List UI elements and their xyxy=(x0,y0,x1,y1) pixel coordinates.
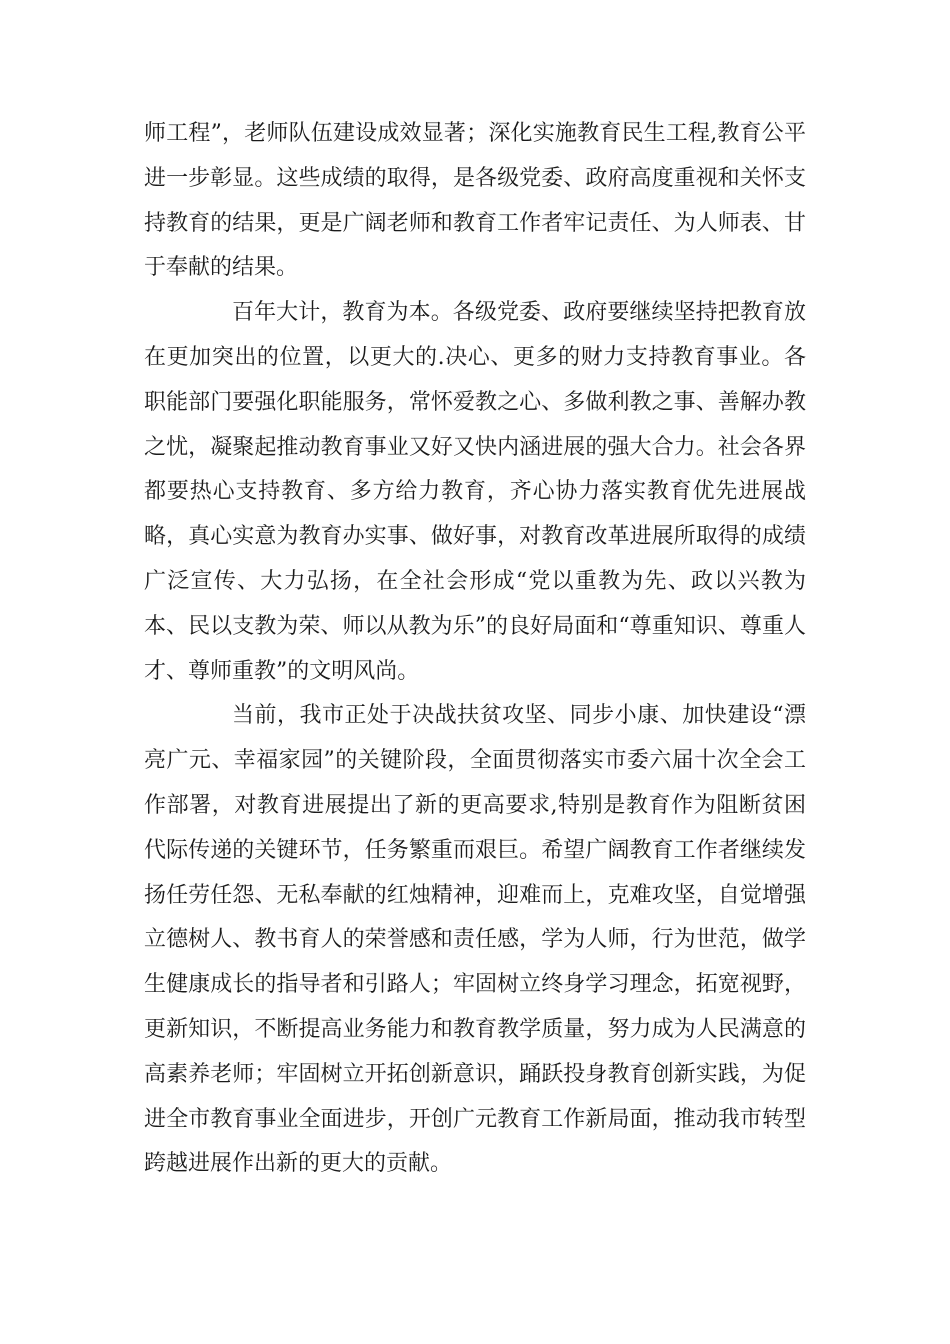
paragraph-continuation: 师工程”，老师队伍建设成效显著；深化实施教育民生工程,教育公平进一步彰显。这些成绩的取得，是各级党委、政府高度重视和关怀支持教育的结果，更是广阔老师和教育工作者牢记责任、为人师表、甘于奉献的结果。 xyxy=(144,121,806,281)
document-body xyxy=(144,112,806,1187)
paragraph-education-priority: 百年大计，教育为本。各级党委、政府要继续坚持把教育放在更加突出的位置，以更大的.决心、更多的财力支持教育事业。各职能部门要强化职能服务，常怀爱教之心、多做利教之事、善解办教之忧，凝聚起推动教育事业又好又快内涵进展的强大合力。社会各界都要热心支持教育、多方给力教育，齐心协力落实教育优先进展战略，真心实意为教育办实事、做好事，对教育改革进展所取得的成绩广泛宣传、大力弘扬，在全社会形成“党以重教为先、政以兴教为本、民以支教为荣、师以从教为乐”的良好局面和“尊重知识、尊重人才、尊师重教”的文明风尚。 xyxy=(144,300,806,684)
paragraph-current-situation: 当前，我市正处于决战扶贫攻坚、同步小康、加快建设“漂亮广元、幸福家园”的关键阶段，全面贯彻落实市委六届十次全会工作部署，对教育进展提出了新的更高要求,特别是教育作为阻断贫困代际传递的关键环节，任务繁重而艰巨。希望广阔教育工作者继续发扬任劳任怨、无私奉献的红烛精神，迎难而上，克难攻坚，自觉增强立德树人、教书育人的荣誉感和责任感，学为人师，行为世范，做学生健康成长的指导者和引路人；牢固树立终身学习理念，拓宽视野，更新知识，不断提高业务能力和教育教学质量，努力成为人民满意的高素养老师；牢固树立开拓创新意识，踊跃投身教育创新实践，为促进全市教育事业全面进步，开创广元教育工作新局面，推动我市转型跨越进展作出新的更大的贡献。 xyxy=(144,703,806,1177)
